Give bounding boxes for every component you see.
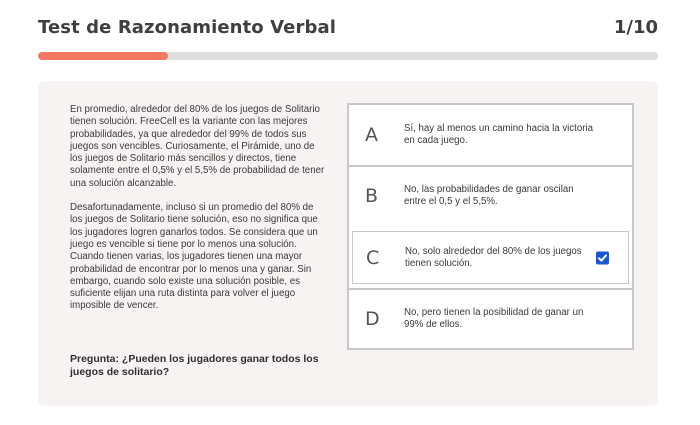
- passage-paragraph: Desafortunadamente, incluso si un promedio del 80% de los juegos de Solitario tiene solución, eso no significa que los jugadores logren ganarlos todos. Se considera que un juego es vencible si tiene por lo menos una solución. Cuando tienen varias, los jugadores tienen una mayor probabilidad de encontrar por lo menos una y ganar. Sin embargo, cuando solo existe una solución posible, es suficiente elijan una ruta distinta para volver el juego imposible de vencer.: [70, 202, 318, 312]
- checkbox-checked-icon[interactable]: [596, 251, 609, 264]
- option-d[interactable]: [349, 288, 632, 348]
- question-counter: 1/10: [613, 17, 658, 38]
- question-card: [38, 81, 658, 406]
- question-text: Pregunta: ¿Pueden los jugadores ganar todos los juegos de solitario?: [70, 353, 319, 378]
- option-label: No, las probabilidades de ganar oscilan entre el 0,5 y el 5,5%.: [404, 183, 574, 207]
- option-a[interactable]: [349, 105, 632, 164]
- passage-paragraph: En promedio, alrededor del 80% de los juegos de Solitario tienen solución. FreeCell es la variante con las mejores probabilidades, ya que alrededor del 99% de todos sus juegos son vencibles. Curiosamente, el Pirámide, uno de los juegos de Solitario más sencillos y directos, tiene solamente entre el 0,5% y el 5,5% de probabilidad de tener una solución alcanzable.: [70, 104, 325, 189]
- page-title: Test de Razonamiento Verbal: [38, 17, 336, 38]
- reading-passage: [70, 104, 328, 325]
- option-label: No, solo alrededor del 80% de los juegos tienen solución.: [405, 245, 582, 269]
- option-letter: A: [365, 123, 378, 146]
- progress-bar: [38, 52, 658, 60]
- progress-bar-fill: [38, 52, 168, 60]
- option-label: No, pero tienen la posibilidad de ganar un 99% de ellos.: [404, 306, 584, 330]
- header: [38, 17, 658, 41]
- option-letter: D: [365, 308, 380, 330]
- answer-options: [347, 103, 634, 350]
- option-b[interactable]: [349, 165, 632, 224]
- option-letter: B: [365, 184, 379, 207]
- option-letter: C: [366, 246, 380, 269]
- option-c[interactable]: [352, 231, 629, 284]
- option-label: Sí, hay al menos un camino hacia la victoria en cada juego.: [404, 122, 594, 146]
